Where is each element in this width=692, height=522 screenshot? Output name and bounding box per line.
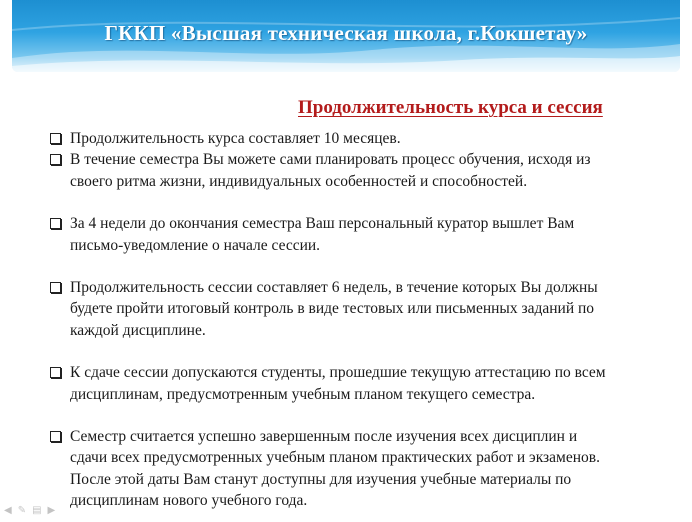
list-item: [48, 149, 676, 192]
list-item-line: дисциплинам нового учебного года.: [70, 492, 308, 510]
list-item: [48, 426, 676, 512]
checkbox-bullet-icon: [50, 154, 61, 165]
list-spacer: [48, 341, 676, 362]
list-item: [48, 128, 676, 149]
list-item-line: будете пройти итоговый контроль в виде тестовых или письменных заданий по: [70, 300, 595, 318]
checkbox-bullet-icon: [50, 133, 61, 144]
list-item-line: дисциплинам, предусмотренным учебным планом текущего семестра.: [70, 385, 536, 403]
checkbox-bullet-icon: [50, 218, 61, 229]
list-spacer: [48, 256, 676, 277]
list-spacer: [48, 405, 676, 426]
bullet-list: [48, 128, 676, 512]
list-item-line: своего ритма жизни, индивидуальных особенностей и способностей.: [70, 172, 528, 190]
checkbox-bullet-icon: [50, 282, 61, 293]
list-item-line: Продолжительность сессии составляет 6 недель, в течение которых Вы должны: [70, 279, 598, 297]
menu-icon[interactable]: ▤: [32, 505, 42, 516]
checkbox-bullet-icon: [50, 367, 61, 378]
list-item-line: В течение семестра Вы можете сами планировать процесс обучения, исходя из: [70, 151, 591, 169]
section-subtitle: Продолжительность курса и сессия: [298, 97, 603, 118]
banner-title: ГККП «Высшая техническая школа, г.Кокшетау»: [104, 21, 588, 45]
title-banner: [12, 0, 680, 72]
list-item-line: каждой дисциплине.: [70, 321, 206, 339]
pen-icon[interactable]: ✎: [17, 505, 27, 516]
prev-arrow-icon[interactable]: ◀: [4, 505, 12, 516]
list-item-line: Семестр считается успешно завершенным после изучения всех дисциплин и: [70, 428, 578, 446]
list-item-line: сдачи всех предусмотренных учебным планом практических работ и экзаменов.: [70, 449, 600, 467]
list-item-line: письмо-уведомление о начале сессии.: [70, 236, 321, 254]
list-item-line: За 4 недели до окончания семестра Ваш персональный куратор вышлет Вам: [70, 215, 575, 233]
list-item: [48, 277, 676, 341]
slide-nav-controls[interactable]: [4, 505, 55, 516]
checkbox-bullet-icon: [50, 431, 61, 442]
next-arrow-icon[interactable]: ▶: [47, 505, 56, 516]
list-item-line: После этой даты Вам станут доступны для изучения учебные материалы по: [70, 470, 572, 488]
list-item-line: К сдаче сессии допускаются студенты, прошедшие текущую аттестацию по всем: [70, 364, 606, 382]
list-item: [48, 213, 676, 256]
list-spacer: [48, 192, 676, 213]
list-item: [48, 362, 676, 405]
list-item-line: Продолжительность курса составляет 10 месяцев.: [70, 130, 401, 147]
